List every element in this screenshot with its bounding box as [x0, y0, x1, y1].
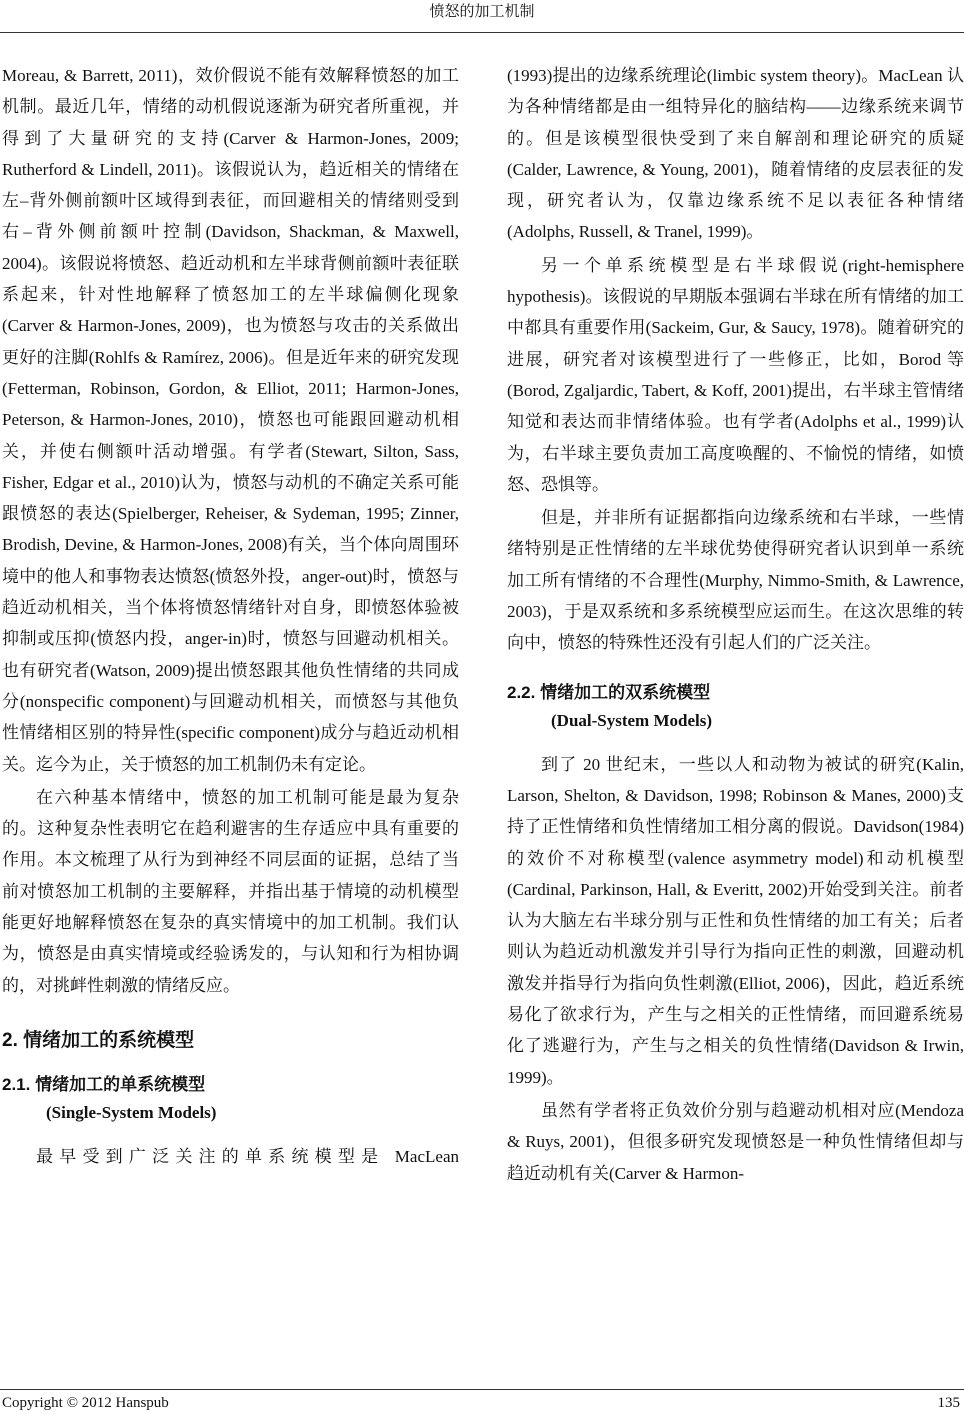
subsection-heading [507, 679, 964, 735]
paragraph: 但是，并非所有证据都指向边缘系统和右半球，一些情绪特别是正性情绪的左半球优势使得研究者认识到单一系统加工所有情绪的不合理性(Murphy, Nimmo-Smith, & Lawrence, 2003)，于是双系统和多系统模型应运而生。在这次思维的转向中，愤怒的特殊性还没有引起人们的广泛关注。 [507, 508, 964, 653]
paragraph: 另一个单系统模型是右半球假说(right-hemisphere hypothesis)。该假说的早期版本强调右半球在所有情绪的加工中都具有重要作用(Sackeim, Gur, & Saucy, 1978)。随着研究的进展，研究者对该模型进行了一些修正，比如，Borod 等(Borod, Zgaljardic, Tabert, & Koff, 2001)提出，右半球主管情绪知觉和表达而非情绪体验。也有学者(Adolphs et al., 1999)认为，右半球主要负责加工高度唤醒的、不愉悦的情绪，如愤怒、恐惧等。 [507, 255, 964, 494]
paragraph: Moreau, & Barrett, 2011)，效价假说不能有效解释愤怒的加工机制。最近几年，情绪的动机假说逐渐为研究者所重视，并得到了大量研究的支持(Carver & Harmon-Jones, 2009; Rutherford & Lindell, 2011)。该假说认为，趋近相关的情绪在左–背外侧前额叶区域得到表征，而回避相关的情绪则受到右–背外侧前额叶控制(Davidson, Shackman, & Maxwell, 2004)。该假说将愤怒、趋近动机和左半球背侧前额叶表征联系起来，针对性地解释了愤怒加工的左半球偏侧化现象(Carver & Harmon-Jones, 2009)，也为愤怒与攻击的关系做出更好的注脚(Rohlfs & Ramírez, 2006)。但是近年来的研究发现(Fetterman, Robinson, Gordon, & Elliot, 2011; Harmon-Jones, Peterson, & Harmon-Jones, 2010)，愤怒也可能跟回避动机相关，并使右侧额叶活动增强。有学者(Stewart, Silton, Sass, Fisher, Edgar et al., 2010)认为，愤怒与动机的不确定关系可能跟愤怒的表达(Spielberger, Reheiser, & Sydeman, 1995; Zinner, Brodish, Devine, & Harmon-Jones, 2008)有关，当个体向周围环境中的他人和事物表达愤怒(愤怒外投，anger-out)时，愤怒与趋近动机相关，当个体将愤怒情绪针对自身，即愤怒体验被抑制或压抑(愤怒内投，anger-in)时，愤怒与回避动机相关。也有研究者(Watson, 2009)提出愤怒跟其他负性情绪的共同成分(nonspecific component)与回避动机相关，而愤怒与其他负性情绪相区别的特异性(specific component)成分与趋近动机相关。迄今为止，关于愤怒的加工机制仍未有定论。 [2, 66, 459, 774]
paragraph: 在六种基本情绪中，愤怒的加工机制可能是最为复杂的。这种复杂性表明它在趋利避害的生存适应中具有重要的作用。本文梳理了从行为到神经不同层面的证据，总结了当前对愤怒加工机制的主要解释，并指出基于情境的动机模型能更好地解释愤怒在复杂的真实情境中的加工机制。我们认为，愤怒是由真实情境或经验诱发的，与认知和行为相协调的，对挑衅性刺激的情绪反应。 [2, 787, 459, 995]
paragraph: (1993)提出的边缘系统理论(limbic system theory)。MacLean 认为各种情绪都是由一组特异化的脑结构——边缘系统来调节的。但是该模型很快受到了来自解剖和理论研究的质疑(Calder, Lawrence, & Young, 2001)，随着情绪的皮层表征的发现，研究者认为，仅靠边缘系统不足以表征各种情绪(Adolphs, Russell, & Tranel, 1999)。 [507, 66, 964, 242]
subsection-title-cn: 2.1. 情绪加工的单系统模型 [2, 1074, 206, 1094]
running-head: 愤怒的加工机制 [429, 4, 535, 20]
paragraph: 最早受到广泛关注的单系统模型是 MacLean [36, 1146, 459, 1166]
section-heading: 2. 情绪加工的系统模型 [2, 1029, 195, 1051]
page-number: 135 [937, 1395, 960, 1411]
header-rule [0, 32, 964, 33]
footer-rule [0, 1389, 964, 1390]
subsection-title-en: (Dual-System Models) [551, 710, 713, 730]
subsection-title-cn: 2.2. 情绪加工的双系统模型 [507, 682, 711, 702]
paragraph: 虽然有学者将正负效价分别与趋避动机相对应(Mendoza & Ruys, 2001)，但很多研究发现愤怒是一种负性情绪但却与趋近动机有关(Carver & Harmon- [507, 1100, 964, 1183]
left-column [2, 60, 459, 1172]
subsection-title-en: (Single-System Models) [46, 1102, 217, 1122]
paragraph: 到了 20 世纪末，一些以人和动物为被试的研究(Kalin, Larson, Shelton, & Davidson, 1998; Robinson & Manes, 2000)支持了正性情绪和负性情绪加工相分离的假说。Davidson(1984)的效价不对称模型(valence asymmetry model)和动机模型(Cardinal, Parkinson, Hall, & Everitt, 2002)开始受到关注。前者认为大脑左右半球分别与正性和负性情绪的加工有关；后者则认为趋近动机激发并引导行为指向正性的刺激，回避动机激发并指导行为指向负性刺激(Elliot, 2006)，因此，趋近系统易化了欲求行为，产生与之相关的正性情绪，而回避系统易化了逃避行为，产生与之相关的负性情绪(Davidson & Irwin, 1999)。 [507, 754, 964, 1087]
subsection-heading [2, 1071, 459, 1127]
right-column [507, 60, 964, 1189]
copyright-notice: Copyright © 2012 Hanspub [2, 1395, 169, 1411]
